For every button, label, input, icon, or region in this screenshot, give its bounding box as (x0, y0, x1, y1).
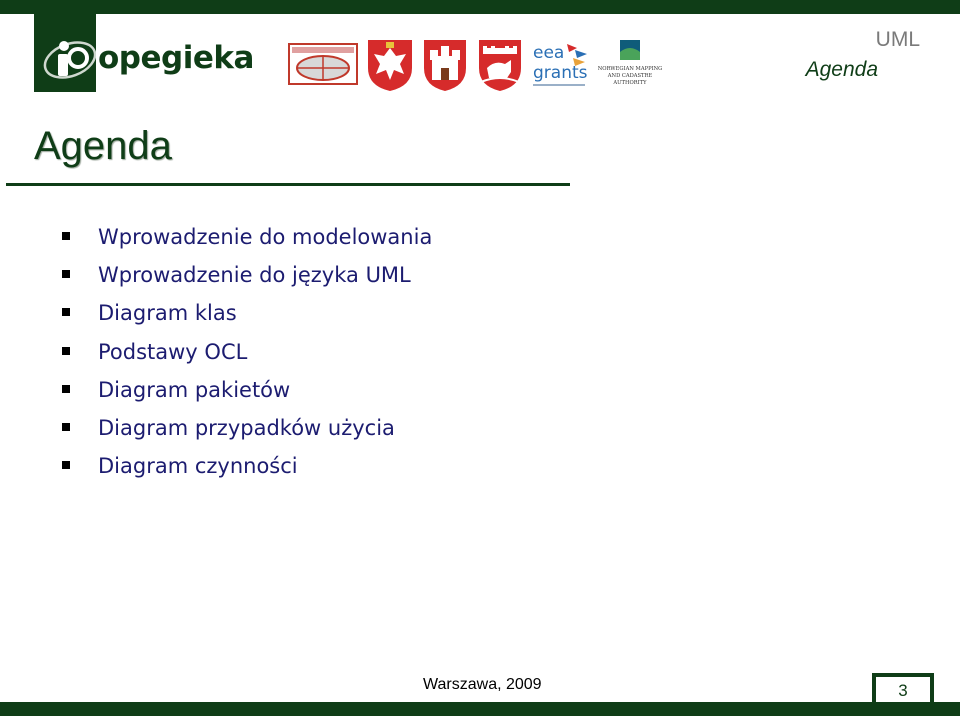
bullet-square-icon (62, 385, 70, 393)
norwegian-line-1: NORWEGIAN MAPPING (598, 66, 662, 72)
eea-grants-logo-icon (533, 40, 591, 94)
bullet-square-icon (62, 423, 70, 431)
list-item (62, 335, 432, 373)
slide-title: Agenda (34, 124, 172, 168)
town-coat-of-arms-icon (477, 38, 523, 92)
norwegian-mapping-authority-logo-icon (598, 38, 662, 92)
list-item-text: Diagram czynności (98, 454, 298, 479)
list-item (62, 411, 432, 449)
opegieka-logo-icon (34, 14, 96, 92)
bullet-square-icon (62, 308, 70, 316)
list-item-text: Podstawy OCL (98, 339, 248, 364)
page-number-inner (876, 677, 930, 703)
page-number: 3 (898, 681, 908, 700)
bullet-square-icon (62, 232, 70, 240)
header-agenda-label: Agenda (805, 58, 878, 81)
list-item-text: Diagram przypadków użycia (98, 415, 395, 440)
list-item-text: Diagram klas (98, 301, 237, 326)
title-underline (6, 183, 570, 186)
list-item (62, 449, 432, 487)
header-uml-label: UML (875, 28, 920, 51)
institute-logo-icon (288, 38, 358, 92)
grants-text: grants (533, 63, 588, 83)
agenda-list (62, 220, 432, 487)
bullet-square-icon (62, 347, 70, 355)
list-item-text: Wprowadzenie do języka UML (98, 263, 411, 288)
list-item (62, 296, 432, 334)
list-item (62, 220, 432, 258)
footer-place-date: Warszawa, 2009 (423, 676, 542, 693)
city-coat-of-arms-icon (422, 38, 468, 92)
list-item (62, 258, 432, 296)
top-bar (0, 0, 960, 14)
list-item-text: Wprowadzenie do modelowania (98, 225, 433, 249)
mazovia-coat-of-arms-icon (366, 38, 414, 92)
bottom-bar (0, 702, 960, 716)
list-item-text: Diagram pakietów (98, 377, 291, 402)
eea-text: eea (533, 43, 565, 63)
norwegian-line-3: AUTHORITY (613, 80, 647, 86)
list-item (62, 373, 432, 411)
opegieka-logo-text: opegieka (98, 40, 254, 76)
norwegian-line-2: AND CADASTRE (607, 73, 653, 79)
bullet-square-icon (62, 270, 70, 278)
bullet-square-icon (62, 461, 70, 469)
page-number-box (872, 673, 934, 703)
